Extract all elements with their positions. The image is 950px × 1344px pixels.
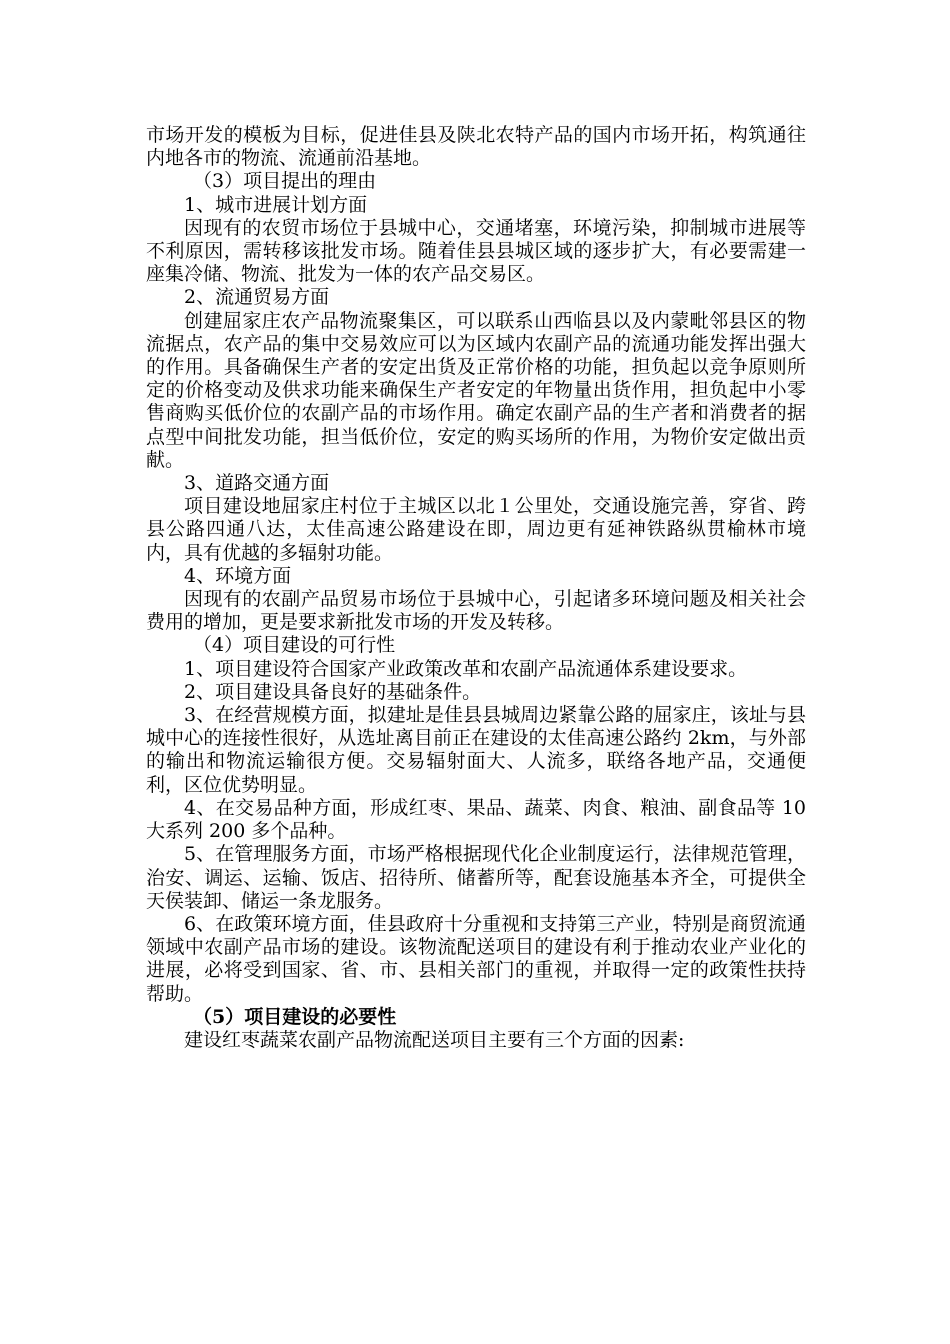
paragraph-intro-continuation: 市场开发的模板为目标，促进佳县及陕北农特产品的国内市场开拓，构筑通往内地各市的物流、流通前沿基地。 xyxy=(146,124,806,170)
paragraph-urban-planning: 因现有的农贸市场位于县城中心，交通堵塞，环境污染，抑制城市进展等不利原因，需转移该批发市场。随着佳县县城区域的逐步扩大，有必要需建一座集冷储、物流、批发为一体的农产品交易区。 xyxy=(146,216,806,286)
section-heading-4: （4）项目建设的可行性 xyxy=(193,634,396,657)
paragraph-environment: 因现有的农副产品贸易市场位于县城中心，引起诸多环境问题及相关社会费用的增加，更是要求新批发市场的开发及转移。 xyxy=(146,588,806,634)
paragraph-necessity-intro: 建设红枣蔬菜农副产品物流配送项目主要有三个方面的因素: xyxy=(184,1028,685,1051)
feasibility-item-4: 4、在交易品种方面，形成红枣、果品、蔬菜、肉食、粮油、副食品等 10 大系列 200 多个品种。 xyxy=(146,796,806,843)
section-heading-5: （5）项目建设的必要性 xyxy=(193,1005,397,1028)
paragraph-transport: 项目建设地屈家庄村位于主城区以北１公里处，交通设施完善，穿省、跨县公路四通八达，太佳高速公路建设在即，周边更有延神铁路纵贯榆林市境内，具有优越的多辐射功能。 xyxy=(146,495,806,564)
feasibility-item-6: 6、在政策环境方面，佳县政府十分重视和支持第三产业，特别是商贸流通领域中农副产品市场的建设。该物流配送项目的建设有利于推动农业产业化的进展，必将受到国家、省、市、县相关部门的重视，并取得一定的政策性扶持帮助。 xyxy=(146,912,806,1005)
feasibility-item-2: 2、项目建设具备良好的基础条件。 xyxy=(184,680,482,703)
section-heading-3: （3）项目提出的理由 xyxy=(193,170,377,193)
item-heading-environment: 4、环境方面 xyxy=(184,564,292,587)
document-page xyxy=(146,124,806,1052)
item-heading-transport: 3、道路交通方面 xyxy=(184,472,330,495)
feasibility-item-1: 1、项目建设符合国家产业政策改革和农副产品流通体系建设要求。 xyxy=(184,657,748,680)
item-heading-urban-planning: 1、城市进展计划方面 xyxy=(184,193,368,216)
feasibility-item-5: 5、在管理服务方面，市场严格根据现代化企业制度运行，法律规范管理，治安、调运、运输、饭店、招待所、储蓄所等，配套设施基本齐全，可提供全天侯装卸、储运一条龙服务。 xyxy=(146,843,806,912)
item-heading-trade: 2、流通贸易方面 xyxy=(184,286,330,309)
feasibility-item-3: 3、在经营规模方面，拟建址是佳县县城周边紧靠公路的屈家庄，该址与县城中心的连接性很好，从选址离目前正在建设的太佳高速公路约 2km，与外部的输出和物流运输很方便。交易辐射面大、人流多，联络各地产品，交通便利，区位优势明显。 xyxy=(146,704,806,796)
paragraph-trade: 创建屈家庄农产品物流聚集区，可以联系山西临县以及内蒙毗邻县区的物流据点，农产品的集中交易效应可以为区域内农副产品的流通功能发挥出强大的作用。具备确保生产者的安定出货及正常价格的功能，担负起以竞争原则所定的价格变动及供求功能来确保生产者安定的年物量出货作用，担负起中小零售商购买低价位的农副产品的市场作用。确定农副产品的生产者和消费者的据点型中间批发功能，担当低价位，安定的购买场所的作用，为物价安定做出贡献。 xyxy=(146,309,806,471)
